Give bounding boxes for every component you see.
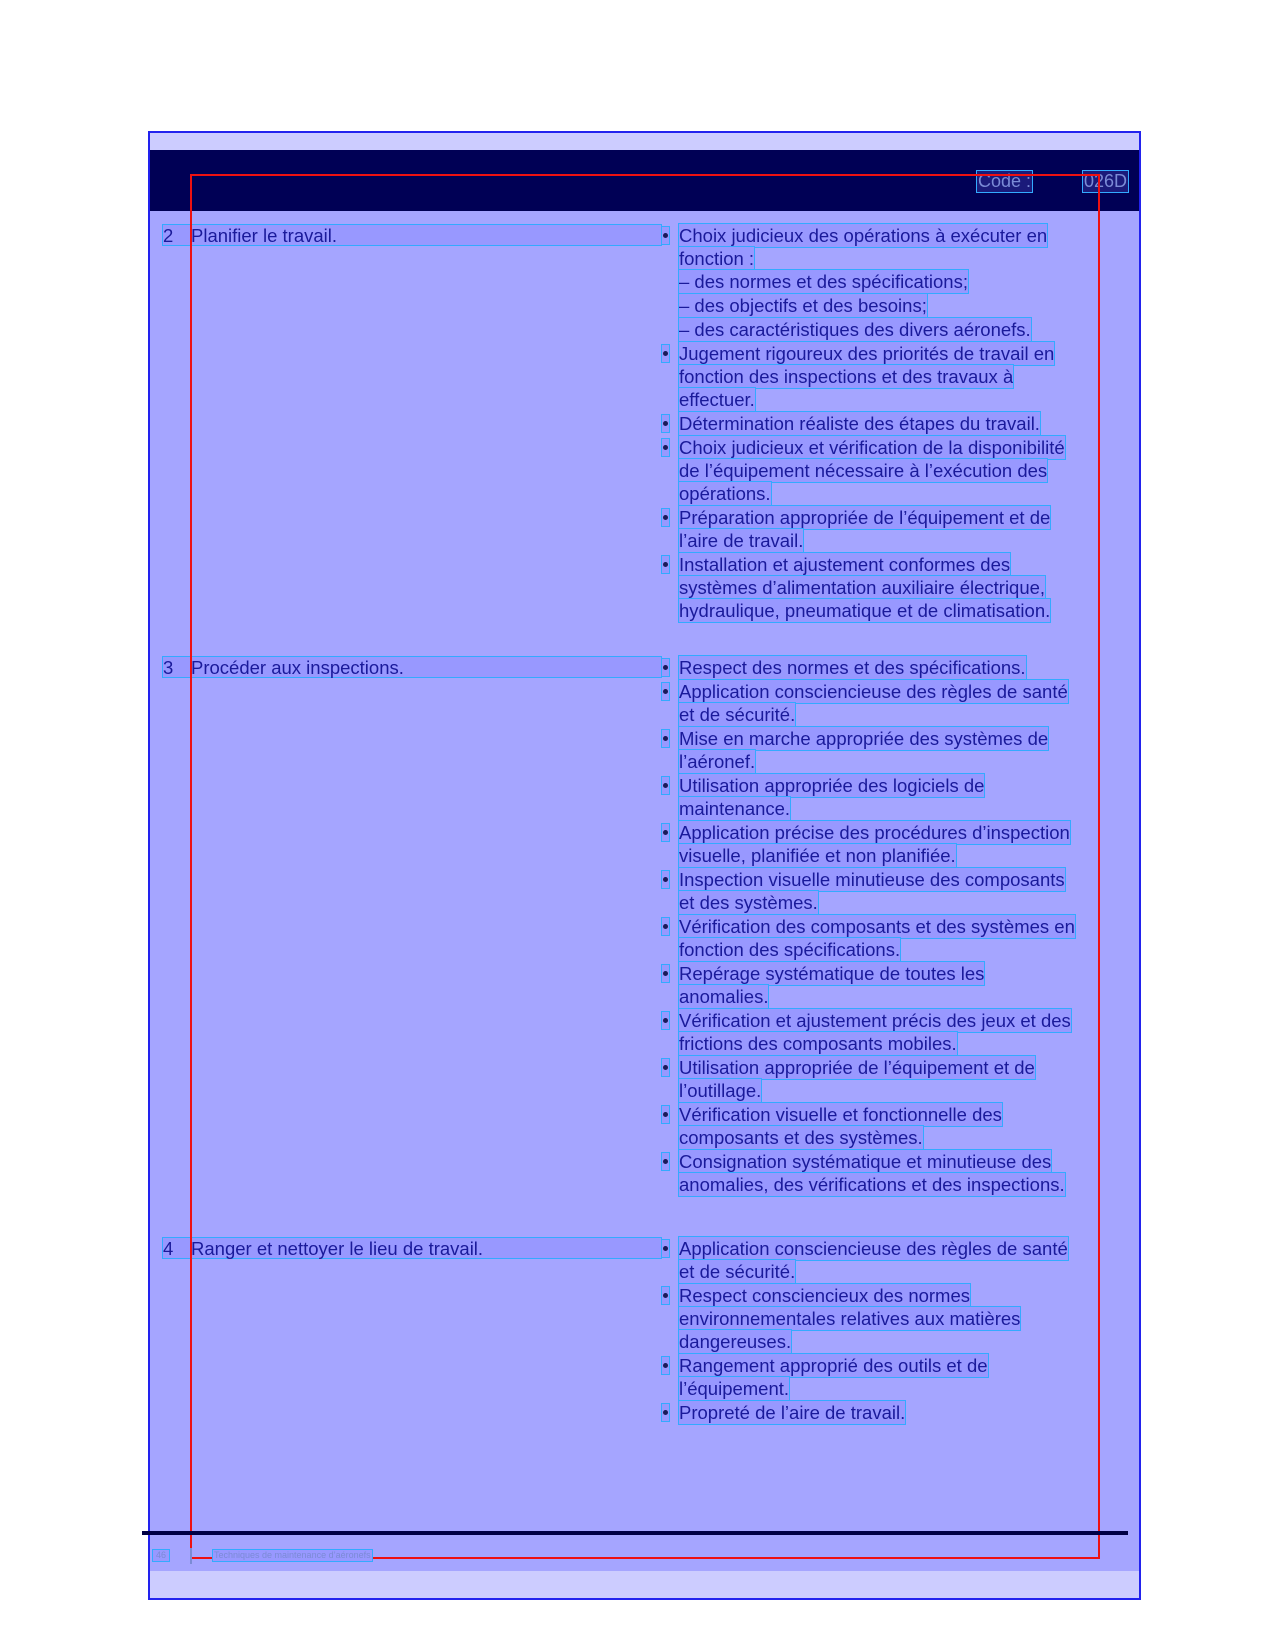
criterion-text: Propreté de l’aire de travail.: [679, 1402, 906, 1423]
criterion-item: [659, 224, 1139, 341]
criterion-text: Vérification des composants et des systèmes en: [679, 916, 1075, 937]
criterion-text: Choix judicieux et vérification de la disponibilité: [679, 437, 1065, 458]
criterion-item: [659, 962, 1139, 1008]
criterion-text: Utilisation appropriée de l’équipement et de: [679, 1057, 1035, 1078]
criterion-text: Vérification et ajustement précis des jeux et des: [679, 1010, 1071, 1031]
criterion-item: [659, 436, 1139, 505]
criterion-text: l’aire de travail.: [679, 530, 804, 551]
criterion-text: Application consciencieuse des règles de santé: [679, 1238, 1068, 1259]
section-number: 2: [163, 225, 174, 246]
criterion-item: [659, 1284, 1139, 1353]
bullet-icon: [661, 344, 670, 363]
criterion-item: [659, 774, 1139, 820]
criterion-item: [659, 821, 1139, 867]
criterion-item: [659, 915, 1139, 961]
bullet-icon: [661, 508, 670, 527]
criterion-text: Jugement rigoureux des priorités de travail en: [679, 343, 1055, 364]
criteria-list: [659, 1237, 1139, 1425]
criterion-text: hydraulique, pneumatique et de climatisation.: [679, 600, 1051, 621]
criterion-text: frictions des composants mobiles.: [679, 1033, 957, 1054]
bullet-icon: [661, 555, 670, 574]
criterion-item: [659, 1009, 1139, 1055]
criterion-item: [659, 1150, 1139, 1196]
criterion-text: Choix judicieux des opérations à exécuter en: [679, 225, 1048, 246]
bullet-icon: [661, 1356, 670, 1375]
section-heading: [162, 656, 662, 678]
criterion-text: Application précise des procédures d’inspection: [679, 822, 1070, 843]
criterion-text: composants et des systèmes.: [679, 1127, 923, 1148]
bullet-icon: [661, 1011, 670, 1030]
criterion-text: de l’équipement nécessaire à l’exécution des: [679, 460, 1048, 481]
bullet-icon: [661, 1058, 670, 1077]
bullet-icon: [661, 1239, 670, 1258]
footer-page-number: 46: [152, 1549, 170, 1562]
bullet-icon: [661, 823, 670, 842]
bullet-icon: [661, 1152, 670, 1171]
bullet-icon: [661, 226, 670, 245]
code-label: Code :: [978, 171, 1032, 191]
criterion-item: [659, 868, 1139, 914]
section-title: Procéder aux inspections.: [191, 657, 404, 678]
sub-criterion-text: – des caractéristiques des divers aéronefs.: [679, 319, 1031, 340]
criterion-text: Mise en marche appropriée des systèmes de: [679, 728, 1049, 749]
criterion-text: environnementales relatives aux matières: [679, 1308, 1021, 1329]
criterion-item: [659, 1401, 1139, 1424]
criterion-item: [659, 506, 1139, 552]
bullet-icon: [661, 917, 670, 936]
criterion-text: Consignation systématique et minutieuse des: [679, 1151, 1052, 1172]
criterion-text: Détermination réaliste des étapes du travail.: [679, 413, 1040, 434]
bullet-icon: [661, 1403, 670, 1422]
bullet-icon: [661, 964, 670, 983]
footer-document-title: Techniques de maintenance d’aéronefs: [214, 1550, 371, 1560]
section-number: 4: [163, 1238, 174, 1259]
section-title: Planifier le travail.: [191, 225, 338, 246]
footer-rule: [142, 1531, 1128, 1535]
criteria-list: [659, 224, 1139, 623]
sub-criterion-item: [679, 318, 1139, 341]
criterion-item: [659, 1056, 1139, 1102]
criterion-item: [659, 553, 1139, 622]
criterion-text: dangereuses.: [679, 1331, 792, 1352]
criterion-text: Application consciencieuse des règles de santé: [679, 681, 1068, 702]
section-heading: [162, 1237, 662, 1259]
criterion-item: [659, 1103, 1139, 1149]
criterion-text: l’aéronef.: [679, 751, 756, 772]
bullet-icon: [661, 1105, 670, 1124]
bullet-icon: [661, 870, 670, 889]
criteria-list: [659, 656, 1139, 1197]
code-value: 026D: [1084, 171, 1128, 191]
bullet-icon: [661, 1286, 670, 1305]
criterion-text: effectuer.: [679, 389, 755, 410]
bullet-icon: [661, 682, 670, 701]
sub-criterion-text: – des normes et des spécifications;: [679, 271, 968, 292]
criterion-item: [659, 412, 1139, 435]
criterion-item: [659, 342, 1139, 411]
criterion-text: l’équipement.: [679, 1378, 790, 1399]
criterion-text: Respect des normes et des spécifications.: [679, 657, 1026, 678]
section-heading: [162, 224, 662, 246]
criterion-text: opérations.: [679, 483, 771, 504]
footer-separator: [190, 1548, 192, 1564]
criterion-text: maintenance.: [679, 798, 791, 819]
criterion-text: Vérification visuelle et fonctionnelle des: [679, 1104, 1002, 1125]
criterion-text: Rangement approprié des outils et de: [679, 1355, 988, 1376]
criterion-text: Inspection visuelle minutieuse des composants: [679, 869, 1065, 890]
criterion-item: [659, 680, 1139, 726]
criterion-text: et de sécurité.: [679, 704, 796, 725]
criterion-text: anomalies, des vérifications et des inspections.: [679, 1174, 1065, 1195]
criterion-item: [659, 1354, 1139, 1400]
section-title: Ranger et nettoyer le lieu de travail.: [191, 1238, 484, 1259]
bullet-icon: [661, 729, 670, 748]
criterion-item: [659, 727, 1139, 773]
criterion-text: Préparation appropriée de l’équipement et de: [679, 507, 1051, 528]
section-number: 3: [163, 657, 174, 678]
criterion-text: fonction :: [679, 248, 755, 269]
sub-criterion-item: [679, 294, 1139, 317]
criterion-text: Repérage systématique de toutes les: [679, 963, 985, 984]
bullet-icon: [661, 438, 670, 457]
criterion-item: [659, 656, 1139, 679]
sub-criterion-item: [679, 270, 1139, 293]
criterion-item: [659, 1237, 1139, 1283]
criterion-text: fonction des inspections et des travaux à: [679, 366, 1014, 387]
sub-criteria-list: [679, 270, 1139, 341]
bullet-icon: [661, 776, 670, 795]
criterion-text: fonction des spécifications.: [679, 939, 901, 960]
criterion-text: visuelle, planifiée et non planifiée.: [679, 845, 956, 866]
criterion-text: anomalies.: [679, 986, 769, 1007]
sub-criterion-text: – des objectifs et des besoins;: [679, 295, 927, 316]
criterion-text: l’outillage.: [679, 1080, 762, 1101]
criterion-text: et de sécurité.: [679, 1261, 796, 1282]
criterion-text: et des systèmes.: [679, 892, 818, 913]
criterion-text: Installation et ajustement conformes des: [679, 554, 1011, 575]
bullet-icon: [661, 414, 670, 433]
criterion-text: Utilisation appropriée des logiciels de: [679, 775, 985, 796]
criterion-text: systèmes d’alimentation auxiliaire électrique,: [679, 577, 1046, 598]
criterion-text: Respect consciencieux des normes: [679, 1285, 971, 1306]
bullet-icon: [661, 658, 670, 677]
